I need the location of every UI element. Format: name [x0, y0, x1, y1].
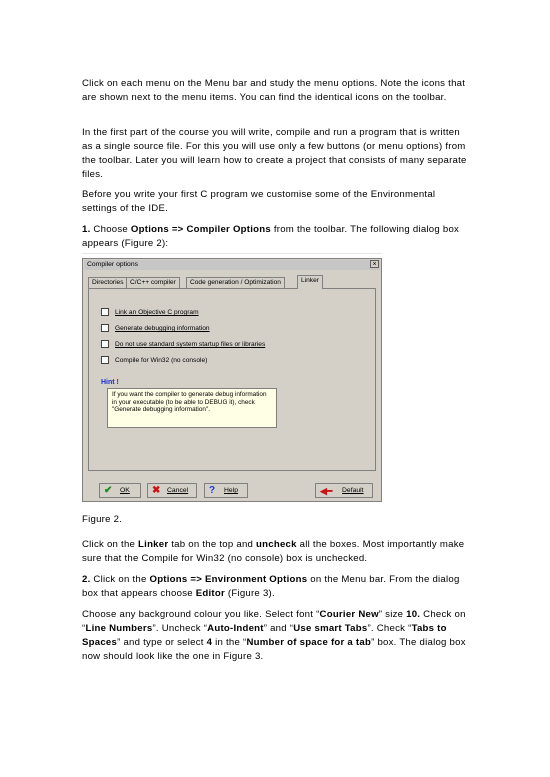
checkbox-label: Compile for Win32 (no console) — [115, 357, 208, 364]
text-run: Click on the — [82, 539, 139, 550]
step-number: 1. — [82, 224, 91, 235]
text-run: tab on the top and — [168, 539, 257, 550]
dialog-title-bar — [84, 260, 380, 270]
text-run: Click on the — [90, 574, 150, 585]
text-run: on the Menu bar. From the dialog box that appears choose — [82, 574, 460, 599]
checkbox-box[interactable] — [101, 356, 109, 364]
tab-c-cpp-compiler[interactable]: C/C++ compiler — [126, 277, 180, 288]
bold-run: Auto-Indent — [207, 623, 264, 634]
divider — [82, 253, 382, 254]
text-run: Check on “ — [82, 609, 466, 634]
tab-code-generation[interactable]: Code generation / Optimization — [186, 277, 285, 288]
bold-run: Tabs to Spaces — [82, 623, 447, 648]
bold-run: Line Numbers — [85, 623, 153, 634]
hint-title: Hint ! — [101, 379, 119, 386]
paragraph-step-2 — [82, 573, 472, 601]
bold-run: Options => Compiler Options — [130, 224, 271, 235]
paragraph-settings-intro: Before you write your first C program we customise some of the Environmental settings of the IDE. — [82, 189, 436, 214]
help-label: Help — [224, 487, 238, 494]
bold-run: Use smart Tabs — [293, 623, 368, 634]
paragraph-linker-instructions — [82, 538, 472, 566]
text-run: all the boxes. Most importantly make sure that the Compile for Win32 (no console) box is unchecked. — [82, 539, 465, 564]
help-button[interactable] — [204, 483, 248, 498]
bold-run: Courier New — [319, 609, 379, 620]
figure-caption: Figure 2. — [82, 514, 123, 525]
dialog-title: Compiler options — [87, 261, 138, 268]
ok-label: OK — [120, 487, 130, 494]
text-run: ” and “ — [263, 623, 294, 634]
cancel-label: Cancel — [167, 487, 189, 494]
bold-run: Linker — [138, 539, 169, 550]
text-run: from the toolbar. The following dialog box appears (Figure 2): — [82, 224, 460, 249]
paragraph-step-1 — [82, 223, 472, 251]
text-run: in the “ — [212, 637, 247, 648]
bold-run: Number of space for a tab — [246, 637, 372, 648]
checkbox-label: Link an Objective C program — [115, 309, 199, 316]
linker-panel — [88, 288, 376, 471]
text-run: ” box. The dialog box now should look like the one in Figure 3. — [82, 637, 466, 662]
paragraph-editor-settings — [82, 608, 472, 664]
text-run: Choose any background colour you like. Select font “ — [82, 609, 320, 620]
text-run: ” size — [378, 609, 407, 620]
checkbox-label: Generate debugging information — [115, 325, 210, 332]
cancel-button[interactable] — [147, 483, 197, 498]
bold-run: Options => Environment Options — [149, 574, 308, 585]
text-run: ”. Uncheck “ — [152, 623, 208, 634]
question-icon: ? — [209, 485, 216, 496]
close-icon[interactable]: × — [370, 260, 379, 268]
paragraph-course-intro: In the first part of the course you will write, compile and run a program that is written as a single source file. For this you will use only a few buttons (or menu options) from the toolbar. Later you will learn how to create a project that consists of many separate files. — [82, 127, 467, 180]
check-icon: ✔ — [104, 485, 113, 496]
default-label: Default — [342, 487, 364, 494]
step-number: 2. — [82, 574, 91, 585]
text-run: ”. Check “ — [367, 623, 412, 634]
bold-run: 10. — [406, 609, 421, 620]
text-run: Choose — [90, 224, 131, 235]
cross-icon: ✖ — [152, 485, 161, 496]
checkbox-label: Do not use standard system startup files or libraries — [115, 341, 266, 348]
hint-box: If you want the compiler to generate debug information in your executable (to be able to DEBUG it), check "Generate debugging information". — [107, 388, 277, 428]
tab-linker[interactable]: Linker — [297, 275, 323, 289]
bold-run: Editor — [195, 588, 225, 599]
paragraph-menu-intro: Click on each menu on the Menu bar and study the menu options. Note the icons that are shown next to the menu items. You can find the identical icons on the toolbar. — [82, 78, 466, 103]
text-run: (Figure 3). — [224, 588, 275, 599]
bold-run: 4 — [206, 637, 213, 648]
checkbox-box[interactable] — [101, 324, 109, 332]
bold-run: uncheck — [256, 539, 297, 550]
tab-directories[interactable]: Directories — [88, 277, 128, 288]
ok-button[interactable] — [99, 483, 141, 498]
default-button[interactable] — [315, 483, 373, 498]
checkbox-box[interactable] — [101, 340, 109, 348]
text-run: ” and type or select — [117, 637, 207, 648]
compiler-options-dialog — [82, 258, 382, 502]
checkbox-box[interactable] — [101, 308, 109, 316]
arrow-left-icon: ◀━ — [320, 486, 333, 496]
